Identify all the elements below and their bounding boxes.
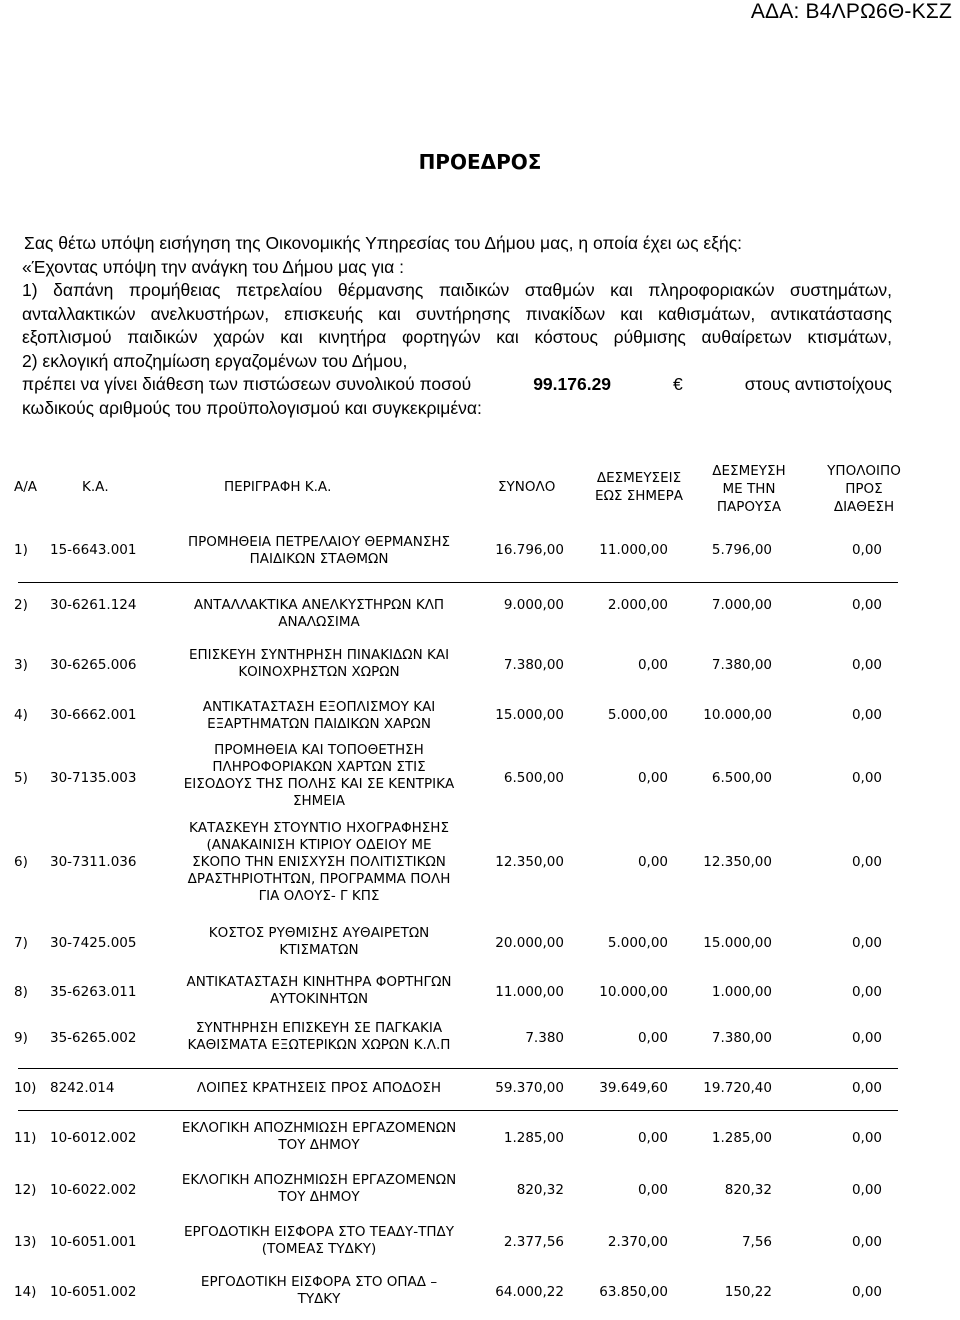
row-description-line: ΛΟΙΠΕΣ ΚΡΑΤΗΣΕΙΣ ΠΡΟΣ ΑΠΟΔΟΣΗ <box>196 1080 442 1096</box>
row-description <box>164 1172 474 1206</box>
row-total: 20.000,00 <box>495 935 564 951</box>
row-description-line: ΣΥΝΤΗΡΗΣΗ ΕΠΙΣΚΕΥΗ ΣΕ ΠΑΓΚΑΚΙΑ <box>195 1020 443 1036</box>
row-number: 6) <box>14 854 28 870</box>
row-total: 9.000,00 <box>503 597 564 613</box>
row-code: 10-6051.001 <box>50 1234 137 1250</box>
intro-line-2: «Έχοντας υπόψη την ανάγκη του Δήμου μας για : <box>22 256 405 277</box>
header-commitments-l1: ΔΕΣΜΕΥΣΕΙΣ <box>596 470 682 486</box>
row-remaining: 0,00 <box>851 1030 882 1046</box>
row-remaining: 0,00 <box>851 984 882 1000</box>
total-amount: 99.176.29 <box>533 374 612 394</box>
row-commitments: 10.000,00 <box>599 984 668 1000</box>
table-divider <box>18 1110 898 1111</box>
row-total: 15.000,00 <box>495 707 564 723</box>
row-description-line: ΤΟΥ ΔΗΜΟΥ <box>278 1189 360 1205</box>
row-current: 150,22 <box>724 1284 772 1300</box>
intro-line-3: 1) δαπάνη προμήθειας πετρελαίου θέρμανσης παιδικών σταθμών και πληροφοριακών συστημάτων, ανταλλακτικών ανελκυστήρων, επισκευής και συντήρησης πινακίδων και καθισμάτων, αντικατάστασης εξοπλισμού παιδικών χαρών και κινητήρα φορτηγών και κόστους ρύθμισης αυθαίρετων κτισμάτων, <box>22 280 892 347</box>
row-description-line: ΚΟΣΤΟΣ ΡΥΘΜΙΣΗΣ ΑΥΘΑΙΡΕΤΩΝ <box>208 925 430 941</box>
row-description <box>164 534 474 568</box>
row-description-line: ΣΗΜΕΙΑ <box>292 793 346 809</box>
page-title: ΠΡΟΕΔΡΟΣ <box>418 150 542 174</box>
row-description-line: ΠΑΙΔΙΚΩΝ ΣΤΑΘΜΩΝ <box>249 551 389 567</box>
intro-amount-line <box>22 373 892 397</box>
row-code: 10-6012.002 <box>50 1130 137 1146</box>
row-remaining: 0,00 <box>851 935 882 951</box>
header-remaining-l2: ΠΡΟΣ <box>845 481 883 497</box>
header-desc: ΠΕΡΙΓΡΑΦΗ Κ.Α. <box>224 479 332 495</box>
row-commitments: 39.649,60 <box>599 1080 668 1096</box>
row-commitments: 63.850,00 <box>599 1284 668 1300</box>
row-commitments: 0,00 <box>637 854 668 870</box>
row-description-line: ΑΝΤΑΛΛΑΚΤΙΚΑ ΑΝΕΛΚΥΣΤΗΡΩΝ ΚΛΠ <box>193 597 445 613</box>
row-number: 11) <box>14 1130 37 1146</box>
header-total: ΣΥΝΟΛΟ <box>498 479 556 495</box>
row-current: 7,56 <box>741 1234 772 1250</box>
row-description-line: ΚΑΤΑΣΚΕΥΗ ΣΤΟΥΝΤΙΟ ΗΧΟΓΡΑΦΗΣΗΣ <box>189 820 449 836</box>
row-description-line: ΤΟΥ ΔΗΜΟΥ <box>278 1137 360 1153</box>
row-total: 7.380,00 <box>503 657 564 673</box>
header-current <box>704 462 794 516</box>
row-total: 16.796,00 <box>495 542 564 558</box>
header-remaining <box>814 462 914 516</box>
header-remaining-l1: ΥΠΟΛΟΙΠΟ <box>827 463 901 479</box>
row-current: 820,32 <box>724 1182 772 1198</box>
row-commitments: 0,00 <box>637 1182 668 1198</box>
row-total: 1.285,00 <box>503 1130 564 1146</box>
row-description-line: ΑΥΤΟΚΙΝΗΤΩΝ <box>269 991 369 1007</box>
row-current: 1.000,00 <box>711 984 772 1000</box>
row-remaining: 0,00 <box>851 1284 882 1300</box>
row-number: 13) <box>14 1234 37 1250</box>
row-code: 30-6265.006 <box>50 657 137 673</box>
row-commitments: 0,00 <box>637 657 668 673</box>
row-total: 59.370,00 <box>495 1080 564 1096</box>
row-current: 5.796,00 <box>711 542 772 558</box>
row-description-line: ΑΝΑΛΩΣΙΜΑ <box>278 614 360 630</box>
row-total: 12.350,00 <box>495 854 564 870</box>
row-description-line: ΑΝΤΙΚΑΤΑΣΤΑΣΗ ΕΞΟΠΛΙΣΜΟΥ ΚΑΙ <box>202 699 436 715</box>
row-total: 7.380 <box>525 1030 564 1046</box>
row-current: 7.000,00 <box>711 597 772 613</box>
row-remaining: 0,00 <box>851 597 882 613</box>
row-description <box>164 1080 474 1097</box>
intro-text <box>22 232 892 420</box>
row-description-line: ΕΠΙΣΚΕΥΗ ΣΥΝΤΗΡΗΣΗ ΠΙΝΑΚΙΔΩΝ ΚΑΙ <box>188 647 450 663</box>
row-description-line: ΚΟΙΝΟΧΡΗΣΤΩΝ ΧΩΡΩΝ <box>238 664 400 680</box>
row-remaining: 0,00 <box>851 707 882 723</box>
row-number: 8) <box>14 984 28 1000</box>
row-description <box>164 647 474 681</box>
intro-line-4: 2) εκλογική αποζημίωση εργαζομένων του Δήμου, <box>22 350 408 371</box>
row-code: 30-6261.124 <box>50 597 137 613</box>
row-description-line: ΓΙΑ ΟΛΟΥΣ- Γ ΚΠΣ <box>258 888 380 904</box>
budget-table <box>14 462 914 1320</box>
row-description <box>164 1274 474 1308</box>
row-number: 12) <box>14 1182 37 1198</box>
row-remaining: 0,00 <box>851 1234 882 1250</box>
row-description <box>164 925 474 959</box>
row-code: 35-6265.002 <box>50 1030 137 1046</box>
header-current-l1: ΔΕΣΜΕΥΣΗ <box>712 463 786 479</box>
row-remaining: 0,00 <box>851 1080 882 1096</box>
table-divider <box>18 582 898 583</box>
row-commitments: 5.000,00 <box>607 935 668 951</box>
row-commitments: 0,00 <box>637 770 668 786</box>
row-remaining: 0,00 <box>851 542 882 558</box>
row-current: 7.380,00 <box>711 657 772 673</box>
row-description-line: ΕΙΣΟΔΟΥΣ ΤΗΣ ΠΟΛΗΣ ΚΑΙ ΣΕ ΚΕΝΤΡΙΚΑ <box>183 776 455 792</box>
row-description <box>164 974 474 1008</box>
header-commitments <box>594 469 684 505</box>
header-remaining-l3: ΔΙΑΘΕΣΗ <box>833 499 895 515</box>
row-description <box>164 699 474 733</box>
row-remaining: 0,00 <box>851 657 882 673</box>
row-description-line: (ΑΝΑΚΑΙΝΙΣΗ ΚΤΙΡΙΟΥ ΟΔΕΙΟΥ ΜΕ <box>206 837 432 853</box>
row-number: 1) <box>14 542 28 558</box>
row-description-line: ΔΡΑΣΤΗΡΙΟΤΗΤΩΝ, ΠΡΟΓΡΑΜΜΑ ΠΟΛΗ <box>187 871 451 887</box>
row-commitments: 0,00 <box>637 1030 668 1046</box>
row-number: 14) <box>14 1284 37 1300</box>
row-description-line: ΕΚΛΟΓΙΚΗ ΑΠΟΖΗΜΙΩΣΗ ΕΡΓΑΖΟΜΕΝΩΝ <box>181 1120 457 1136</box>
row-code: 15-6643.001 <box>50 542 137 558</box>
row-total: 6.500,00 <box>503 770 564 786</box>
row-description-line: ΠΡΟΜΗΘΕΙΑ ΚΑΙ ΤΟΠΟΘΕΤΗΣΗ <box>214 742 424 758</box>
intro-line-1: Σας θέτω υπόψη εισήγηση της Οικονομικής Υπηρεσίας του Δήμου μας, η οποία έχει ως εξής: <box>24 233 743 253</box>
row-commitments: 11.000,00 <box>599 542 668 558</box>
row-number: 2) <box>14 597 28 613</box>
row-number: 4) <box>14 707 28 723</box>
intro-line-6: κωδικούς αριθμούς του προϋπολογισμού και συγκεκριμένα: <box>22 397 482 418</box>
row-commitments: 5.000,00 <box>607 707 668 723</box>
row-description-line: ΕΡΓΟΔΟΤΙΚΗ ΕΙΣΦΟΡΑ ΣΤΟ ΤΕΑΔΥ-ΤΠΔΥ <box>183 1224 455 1240</box>
row-remaining: 0,00 <box>851 1130 882 1146</box>
table-divider <box>18 1068 898 1069</box>
row-description <box>164 820 474 905</box>
row-commitments: 2.000,00 <box>607 597 668 613</box>
row-description <box>164 742 474 810</box>
row-number: 7) <box>14 935 28 951</box>
row-description <box>164 1224 474 1258</box>
row-description-line: ΠΡΟΜΗΘΕΙΑ ΠΕΤΡΕΛΑΙΟΥ ΘΕΡΜΑΝΣΗΣ <box>187 534 451 550</box>
row-code: 35-6263.011 <box>50 984 137 1000</box>
row-current: 15.000,00 <box>703 935 772 951</box>
header-current-l2: ΜΕ ΤΗΝ <box>722 481 776 497</box>
row-total: 11.000,00 <box>495 984 564 1000</box>
row-description-line: ΕΚΛΟΓΙΚΗ ΑΠΟΖΗΜΙΩΣΗ ΕΡΓΑΖΟΜΕΝΩΝ <box>181 1172 457 1188</box>
row-description-line: ΚΤΙΣΜΑΤΩΝ <box>279 942 359 958</box>
row-commitments: 0,00 <box>637 1130 668 1146</box>
header-commitments-l2: ΕΩΣ ΣΗΜΕΡΑ <box>595 488 683 504</box>
row-code: 30-7425.005 <box>50 935 137 951</box>
row-number: 9) <box>14 1030 28 1046</box>
row-current: 1.285,00 <box>711 1130 772 1146</box>
row-current: 19.720,40 <box>703 1080 772 1096</box>
row-remaining: 0,00 <box>851 854 882 870</box>
row-commitments: 2.370,00 <box>607 1234 668 1250</box>
row-code: 10-6022.002 <box>50 1182 137 1198</box>
header-num: Α/Α <box>14 479 38 495</box>
row-description <box>164 1120 474 1154</box>
ada-code: ΑΔΑ: Β4ΛΡΩ6Θ-ΚΣΖ <box>750 0 952 23</box>
row-current: 6.500,00 <box>711 770 772 786</box>
row-description-line: ΤΥΔΚΥ <box>297 1291 341 1307</box>
row-number: 3) <box>14 657 28 673</box>
row-description-line: (ΤΟΜΕΑΣ ΤΥΔΚΥ) <box>261 1241 377 1257</box>
row-number: 5) <box>14 770 28 786</box>
row-description-line: ΑΝΤΙΚΑΤΑΣΤΑΣΗ ΚΙΝΗΤΗΡΑ ΦΟΡΤΗΓΩΝ <box>186 974 452 990</box>
header-current-l3: ΠΑΡΟΥΣΑ <box>716 499 782 515</box>
row-current: 12.350,00 <box>703 854 772 870</box>
row-description-line: ΣΚΟΠΟ ΤΗΝ ΕΝΙΣΧΥΣΗ ΠΟΛΙΤΙΣΤΙΚΩΝ <box>192 854 446 870</box>
euro-icon: € <box>673 374 683 394</box>
row-code: 10-6051.002 <box>50 1284 137 1300</box>
row-description <box>164 1020 474 1054</box>
row-code: 30-7311.036 <box>50 854 137 870</box>
header-code: Κ.Α. <box>82 479 109 495</box>
intro-amount-text: πρέπει να γίνει διάθεση των πιστώσεων συνολικού ποσού <box>22 374 472 394</box>
row-remaining: 0,00 <box>851 1182 882 1198</box>
row-code: 30-6662.001 <box>50 707 137 723</box>
row-total: 820,32 <box>516 1182 564 1198</box>
row-description-line: ΚΑΘΙΣΜΑΤΑ ΕΞΩΤΕΡΙΚΩΝ ΧΩΡΩΝ Κ.Λ.Π <box>187 1037 451 1053</box>
row-remaining: 0,00 <box>851 770 882 786</box>
row-total: 2.377,56 <box>503 1234 564 1250</box>
row-current: 10.000,00 <box>703 707 772 723</box>
row-total: 64.000,22 <box>495 1284 564 1300</box>
intro-amount-tail: στους αντιστοίχους <box>744 374 892 394</box>
row-description <box>164 597 474 631</box>
row-code: 8242.014 <box>50 1080 115 1096</box>
row-code: 30-7135.003 <box>50 770 137 786</box>
row-number: 10) <box>14 1080 37 1096</box>
row-description-line: ΕΞΑΡΤΗΜΑΤΩΝ ΠΑΙΔΙΚΩΝ ΧΑΡΩΝ <box>207 716 431 732</box>
row-current: 7.380,00 <box>711 1030 772 1046</box>
row-description-line: ΕΡΓΟΔΟΤΙΚΗ ΕΙΣΦΟΡΑ ΣΤΟ ΟΠΑΔ – <box>200 1274 438 1290</box>
row-description-line: ΠΛΗΡΟΦΟΡΙΑΚΩΝ ΧΑΡΤΩΝ ΣΤΙΣ <box>212 759 426 775</box>
